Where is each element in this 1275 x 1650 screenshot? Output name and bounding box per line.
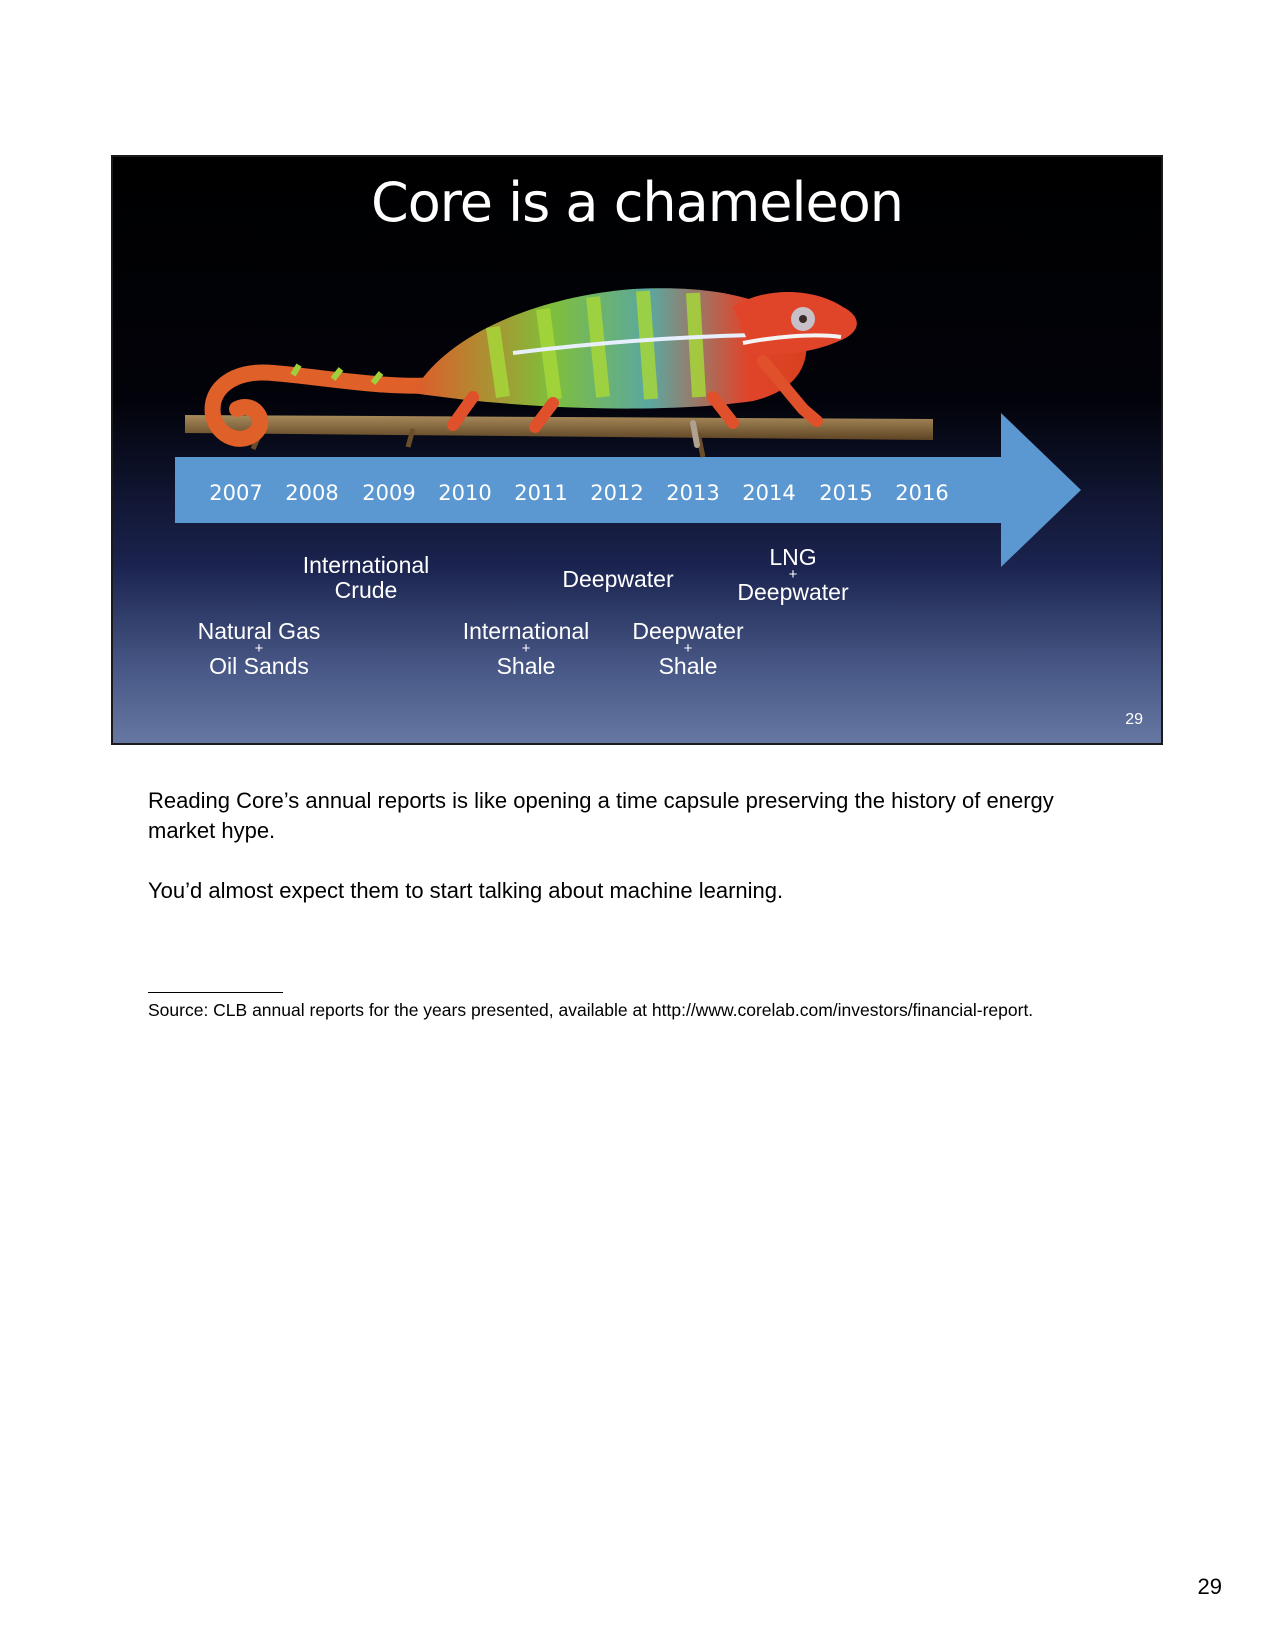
era-deepwater (538, 567, 698, 592)
era-line: Shale (658, 653, 718, 679)
page-number: 29 (1197, 1574, 1222, 1599)
footnote-rule (148, 992, 283, 993)
plus-sign: + (788, 566, 798, 583)
era-line: Deepwater (562, 566, 674, 592)
plus-sign: + (683, 640, 693, 657)
era-line: International (462, 618, 590, 644)
slide-image (111, 155, 1163, 745)
plus-sign: + (521, 640, 531, 657)
era-natural-gas-oil-sands (189, 619, 329, 679)
notes-paragraph-2: You’d almost expect them to start talking about machine learning. (148, 878, 784, 903)
source-footnote: Source: CLB annual reports for the years presented, available at http://www.corelab.com/investors/financial-report. (148, 1000, 1034, 1020)
year-label: 2014 (742, 481, 796, 505)
era-deepwater-shale (618, 619, 758, 679)
year-label: 2011 (514, 481, 568, 505)
era-lng-deepwater (723, 545, 863, 605)
slide-number: 29 (1125, 711, 1143, 728)
era-line: Deepwater (632, 618, 744, 644)
notes-paragraph-1: Reading Core’s annual reports is like opening a time capsule preserving the history of energy market hype. (148, 788, 1054, 843)
era-international-crude (286, 553, 446, 603)
era-line: Natural Gas (197, 618, 321, 644)
era-line: Shale (496, 653, 556, 679)
era-line: Crude (334, 577, 398, 603)
era-international-shale (446, 619, 606, 679)
era-line: Deepwater (737, 579, 849, 605)
era-line: International (302, 552, 430, 578)
year-label: 2010 (438, 481, 492, 505)
year-label: 2015 (819, 481, 873, 505)
year-label: 2016 (895, 481, 949, 505)
year-label: 2013 (666, 481, 720, 505)
year-label: 2012 (590, 481, 644, 505)
plus-sign: + (254, 640, 264, 657)
era-line: Oil Sands (209, 653, 309, 679)
year-label: 2009 (362, 481, 416, 505)
slide-title: Core is a chameleon (370, 171, 904, 234)
year-label: 2008 (285, 481, 339, 505)
era-line: LNG (769, 544, 817, 570)
year-label: 2007 (209, 481, 263, 505)
